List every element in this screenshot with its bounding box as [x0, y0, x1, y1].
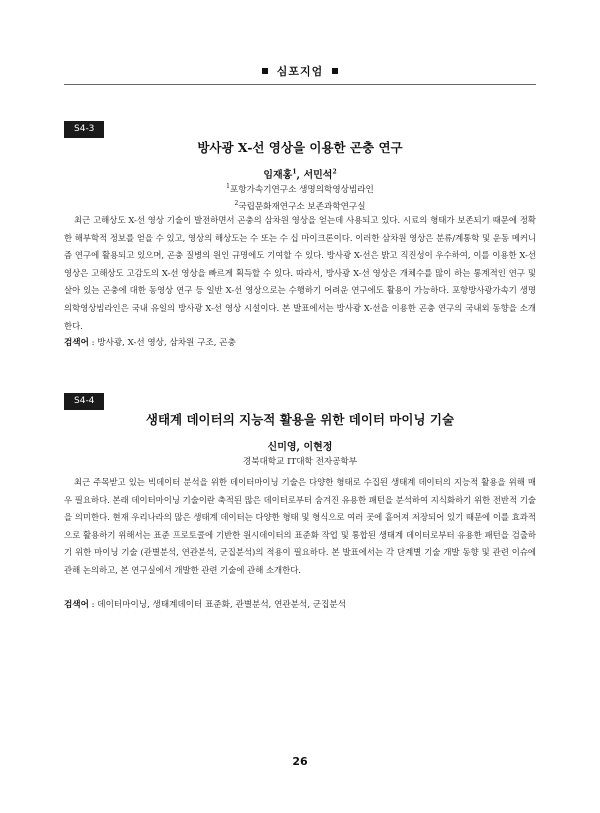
author-name: 서민석 [303, 170, 333, 181]
author-superscript: 1 [292, 168, 297, 176]
keywords-label: 검색어 [64, 600, 89, 610]
affiliation-text: 포항가속기연구소 생명의학영상빔라인 [229, 184, 374, 195]
affiliation-superscript: 2 [234, 199, 239, 207]
author-name: 임재홍 [263, 170, 293, 181]
keywords-line [64, 336, 536, 348]
abstract-title: 방사광 X-선 영상을 이용한 곤충 연구 [197, 140, 403, 155]
keywords-text: : 방사광, X-선 영상, 삼차원 구조, 곤충 [88, 338, 236, 348]
keywords-label: 검색어 [64, 338, 89, 348]
square-bullet-icon [262, 68, 268, 74]
author-superscript: 2 [332, 168, 337, 176]
page-number: 26 [292, 755, 308, 768]
keywords-text: : 데이터마이닝, 생태계데이터 표준화, 관별분석, 연관분석, 군집분석 [88, 600, 346, 610]
keywords-line [64, 598, 536, 610]
header-title-wrap [258, 65, 342, 78]
abstract-section-s4-4 [64, 388, 536, 618]
abstract-body: 최근 고해상도 X-선 영상 기술이 발전하면서 곤충의 삼차원 영상을 얻는데 사용되고 있다. 시료의 형태가 보존되기 때문에 정확한 해부학적 정보를 얻을 수 있고, 영상의 해상도는 수 또는 수 십 마이크론이다. 이러한 삼차원 영상은 분류/계통학 및 운동 메커니즘 연구에 활용되고 있으며, 곤충 질병의 원인 규명에도 기여할 수 있다. 방사광 X-선은 밝고 직진성이 우수하여, 이를 이용한 X-선 영상은 고해상도 고감도의 X-선 영상을 빠르게 획득할 수 있다. 따라서, 방사광 X-선 영상은 개체수를 많이 하는 통계적인 연구 및 살아 있는 곤충에 대한 동영상 연구 등 일반 X-선 영상으로는 수행하기 어려운 연구에도 활용이 가능하다. 포항방사광가속기 생명의학영상빔라인은 국내 유일의 방사광 X-선 영상 시설이다. 본 발표에서는 방사광 X-선을 이용한 곤충 연구의 국내외 동향을 소개한다. [64, 215, 536, 331]
affiliation-line [64, 180, 536, 197]
abstract-body: 최근 주목받고 있는 빅데이터 분석을 위한 데이터마이닝 기술은 다양한 형태로 수집된 생태계 데이터의 지능적 활용을 위해 매우 필요하다. 본래 데이터마이닝 기술이란 축적된 많은 데이터로부터 숨겨진 유용한 패턴을 분석하여 지식화하기 위한 전반적 기술을 의미한다. 현재 우리나라의 많은 생태계 데이터는 다양한 형태 및 형식으로 여러 곳에 흩어져 저장되어 있기 때문에 이를 효과적으로 활용하기 위해서는 표준 프로토콜에 기반한 원시데이터의 표준화 작업 및 통합된 생태계 데이터로부터 유용한 패턴을 검출하기 위한 마이닝 기술 (관별분석, 연관분석, 군집분석)의 적용이 필요하다. 본 발표에서는 각 단계별 기술 개발 동향 및 관련 이슈에 관해 논의하고, 본 연구실에서 개발한 관련 기술에 관해 소개한다. [64, 477, 536, 575]
affiliation-line [64, 456, 536, 469]
authors-line [64, 166, 536, 181]
abstract-title: 생태계 데이터의 지능적 활용을 위한 데이터 마이닝 기술 [145, 412, 455, 427]
author-name: 이현정 [303, 442, 333, 453]
affiliation-text: 경북대학교 IT대학 전자공학부 [242, 457, 358, 467]
abstract-section-s4-3 [64, 116, 536, 356]
affiliations [64, 180, 536, 214]
header-title: 심포지엄 [276, 65, 324, 78]
author-name: 신미영 [267, 442, 297, 453]
author-separator: , [296, 170, 304, 181]
authors-line [64, 438, 536, 453]
affiliations [64, 456, 536, 469]
square-bullet-icon [332, 68, 338, 74]
affiliation-superscript: 1 [226, 183, 230, 190]
affiliation-text: 국립문화재연구소 보존과학연구실 [238, 201, 366, 212]
author-separator: , [296, 442, 304, 453]
session-tag: S4-4 [64, 393, 104, 410]
running-header [64, 60, 536, 85]
session-tag: S4-3 [64, 121, 104, 138]
